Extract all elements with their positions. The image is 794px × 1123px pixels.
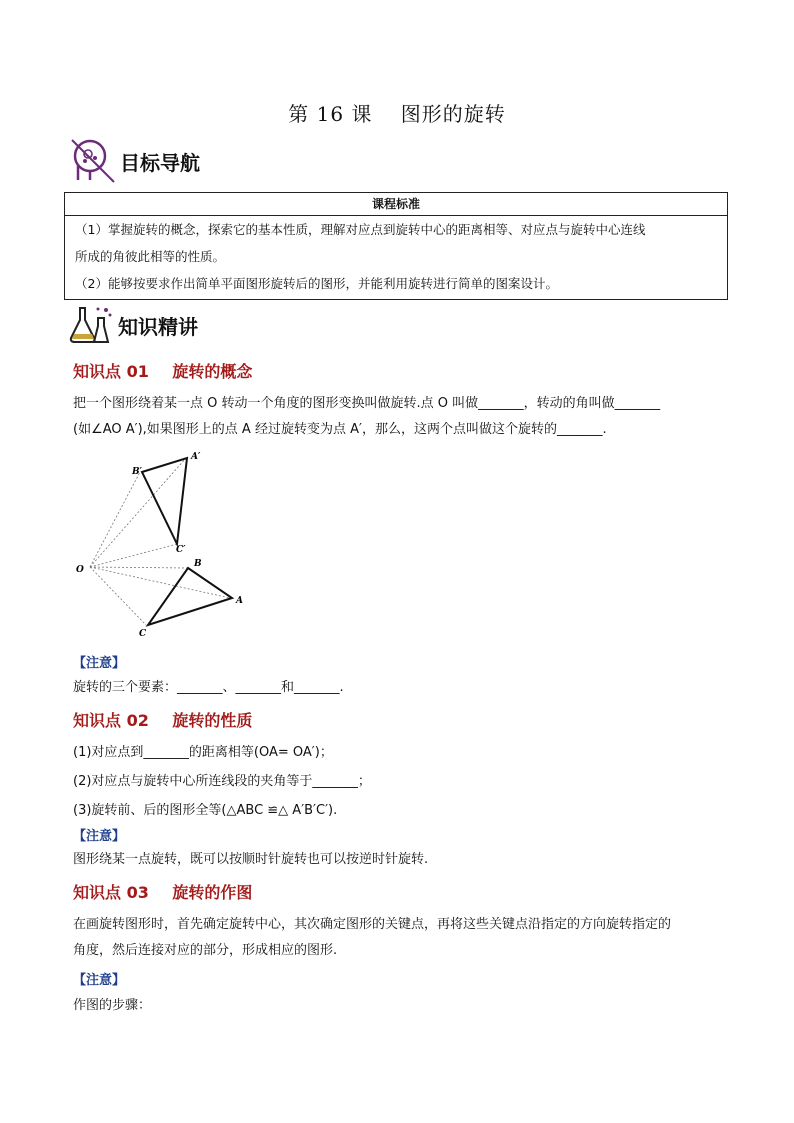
knowledge-section-header [68, 304, 198, 346]
course-standard-box [64, 192, 728, 300]
kp2-heading [73, 708, 252, 731]
kp3-note-text: 作图的步骤： [73, 998, 152, 1013]
kp2-number: 知识点 02 [73, 711, 149, 730]
standard-line: 所成的角彼此相等的性质。 [75, 249, 226, 264]
lab-flask-icon [68, 304, 114, 346]
kp2-note-label: 【注意】 [73, 829, 126, 844]
kp3-number: 知识点 03 [73, 883, 149, 902]
nav-section-label: 目标导航 [120, 150, 200, 175]
course-standard-header: 课程标准 [65, 193, 727, 216]
kp1-number: 知识点 01 [73, 362, 149, 381]
kp2-name: 旋转的性质 [172, 711, 253, 730]
kp3-heading [73, 880, 252, 903]
kp1-line: (如∠AO A′),如果图形上的点 A 经过旋转变为点 A′，那么，这两个点叫做这个旋转的_______. [73, 422, 607, 437]
standard-line: （2）能够按要求作出简单平面图形旋转后的图形，并能利用旋转进行简单的图案设计。 [75, 276, 558, 291]
point-A-label: A [236, 596, 243, 606]
kp2-text [73, 738, 733, 825]
point-B-label: B [194, 559, 202, 569]
kp2-line: (1)对应点到_______的距离相等(OA= OA′)； [73, 745, 333, 760]
kp2-note-text: 图形绕某一点旋转，既可以按顺时针旋转也可以按逆时针旋转. [73, 852, 429, 867]
kp1-name: 旋转的概念 [172, 362, 253, 381]
kp1-note-text: 旋转的三个要素：_______、_______和_______. [73, 680, 344, 695]
brain-head-icon [68, 136, 118, 186]
kp2-line: (3)旋转前、后的图形全等(△ABC ≌△ A′B′C′). [73, 803, 338, 818]
kp3-line: 在画旋转图形时，首先确定旋转中心，其次确定图形的关键点，再将这些关键点沿指定的方向旋转指定的 [73, 917, 672, 932]
point-A1-label: A′ [191, 452, 201, 462]
point-C1-label: C′ [176, 545, 186, 555]
kp1-note-label: 【注意】 [73, 656, 126, 671]
kp3-note-label: 【注意】 [73, 973, 126, 988]
kp1-heading [73, 359, 252, 382]
point-B1-label: B′ [132, 467, 142, 477]
point-C-label: C [139, 629, 147, 639]
kp3-text [73, 912, 733, 964]
kp3-name: 旋转的作图 [172, 883, 253, 902]
kp2-line: (2)对应点与旋转中心所连线段的夹角等于_______； [73, 774, 371, 789]
page-title: 第 16 课 图形的旋转 [288, 102, 506, 126]
kp1-text [73, 391, 733, 443]
standard-line: （1）掌握旋转的概念，探索它的基本性质，理解对应点到旋转中心的距离相等、对应点与旋转中心连线 [75, 222, 646, 237]
kp3-line: 角度，然后连接对应的部分，形成相应的图形. [73, 943, 338, 958]
nav-section-header [68, 136, 200, 186]
kp1-line: 把一个图形绕着某一点 O 转动一个角度的图形变换叫做旋转.点 O 叫做_______，转动的角叫做_______ [73, 396, 661, 411]
point-O-label: O [76, 565, 84, 575]
knowledge-section-label: 知识精讲 [118, 314, 198, 339]
rotation-figure [70, 450, 250, 645]
